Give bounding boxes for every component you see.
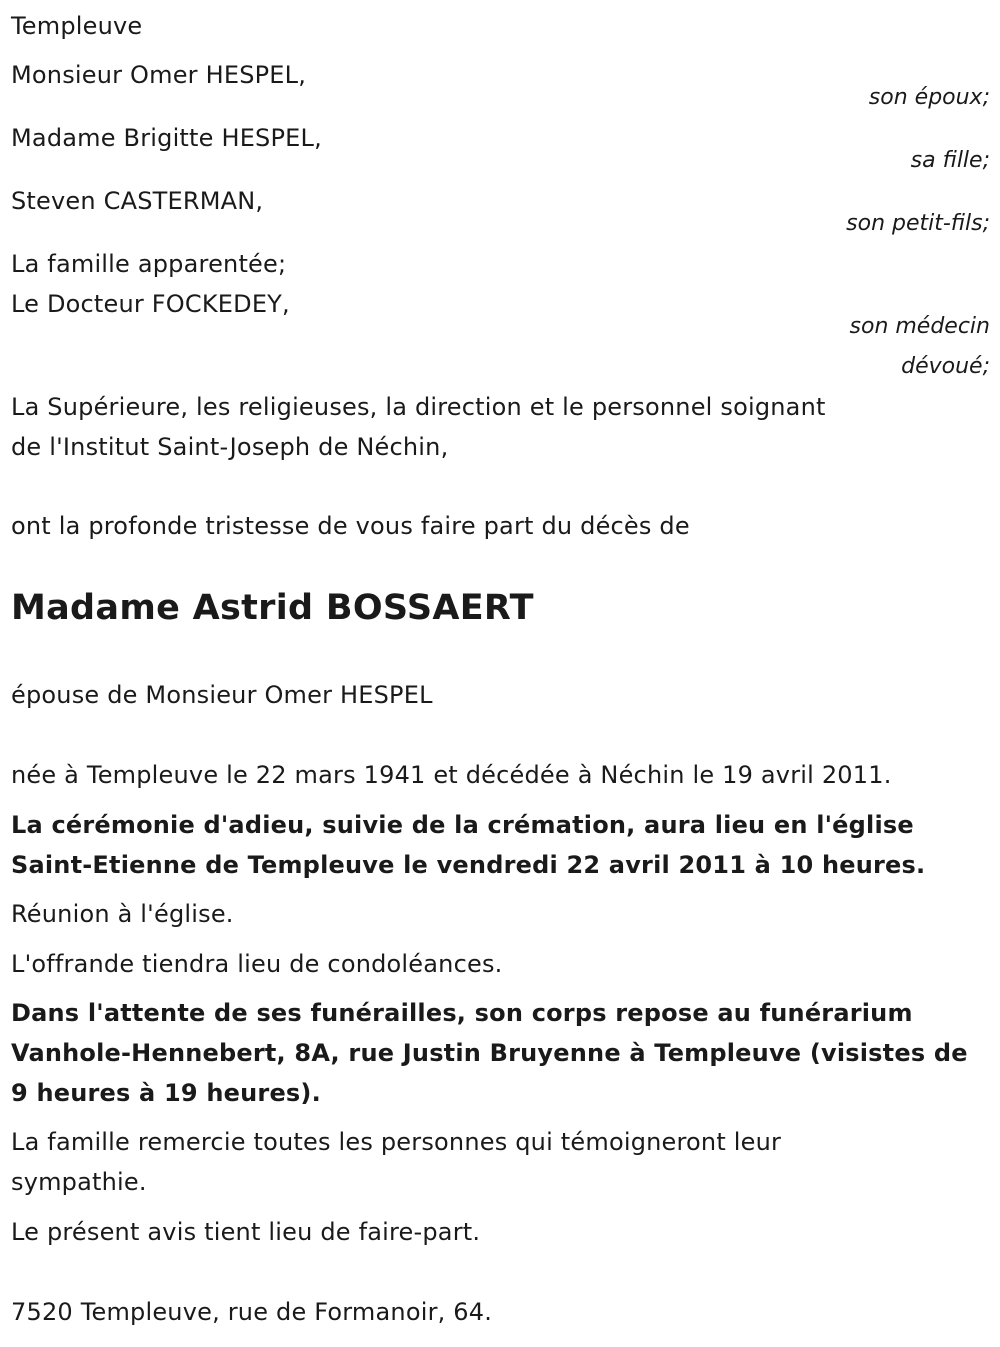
deceased-name: Madame Astrid BOSSAERT: [11, 588, 534, 628]
mourner-daughter-relation: sa fille;: [910, 148, 990, 173]
mourner-doctor-relation-line1: son médecin: [849, 314, 990, 339]
mourner-grandson-relation: son petit-fils;: [846, 211, 990, 236]
ceremony-line2: Saint-Etienne de Templeuve le vendredi 22 avril 2011 à 10 heures.: [11, 851, 926, 879]
institute-line1: La Supérieure, les religieuses, la direction et le personnel soignant: [11, 393, 826, 421]
thanks-line1: La famille remercie toutes les personnes qui témoigneront leur: [11, 1128, 782, 1156]
institute-line2: de l'Institut Saint-Joseph de Néchin,: [11, 433, 449, 461]
mourner-family: La famille apparentée;: [11, 250, 287, 278]
mourner-spouse-relation: son époux;: [868, 85, 990, 110]
deceased-dates: née à Templeuve le 22 mars 1941 et décédée à Néchin le 19 avril 2011.: [11, 761, 892, 789]
mourner-doctor-relation-line2: dévoué;: [901, 354, 990, 379]
mourner-spouse-name: Monsieur Omer HESPEL,: [11, 61, 307, 89]
offering-text: L'offrande tiendra lieu de condoléances.: [11, 950, 503, 978]
deceased-spouse: épouse de Monsieur Omer HESPEL: [11, 681, 433, 709]
announcement-text: ont la profonde tristesse de vous faire part du décès de: [11, 512, 690, 540]
mourner-daughter-name: Madame Brigitte HESPEL,: [11, 124, 322, 152]
mourner-grandson-name: Steven CASTERMAN,: [11, 187, 264, 215]
funerarium-line3: 9 heures à 19 heures).: [11, 1079, 321, 1107]
funerarium-line2: Vanhole-Hennebert, 8A, rue Justin Bruyenne à Templeuve (visistes de: [11, 1039, 968, 1067]
meeting-text: Réunion à l'église.: [11, 900, 234, 928]
town-header: Templeuve: [11, 12, 143, 40]
ceremony-line1: La cérémonie d'adieu, suivie de la crémation, aura lieu en l'église: [11, 811, 914, 839]
mourner-doctor-name: Le Docteur FOCKEDEY,: [11, 290, 290, 318]
address-text: 7520 Templeuve, rue de Formanoir, 64.: [11, 1298, 493, 1326]
notice-text: Le présent avis tient lieu de faire-part.: [11, 1218, 481, 1246]
thanks-line2: sympathie.: [11, 1168, 147, 1196]
funerarium-line1: Dans l'attente de ses funérailles, son corps repose au funérarium: [11, 999, 913, 1027]
